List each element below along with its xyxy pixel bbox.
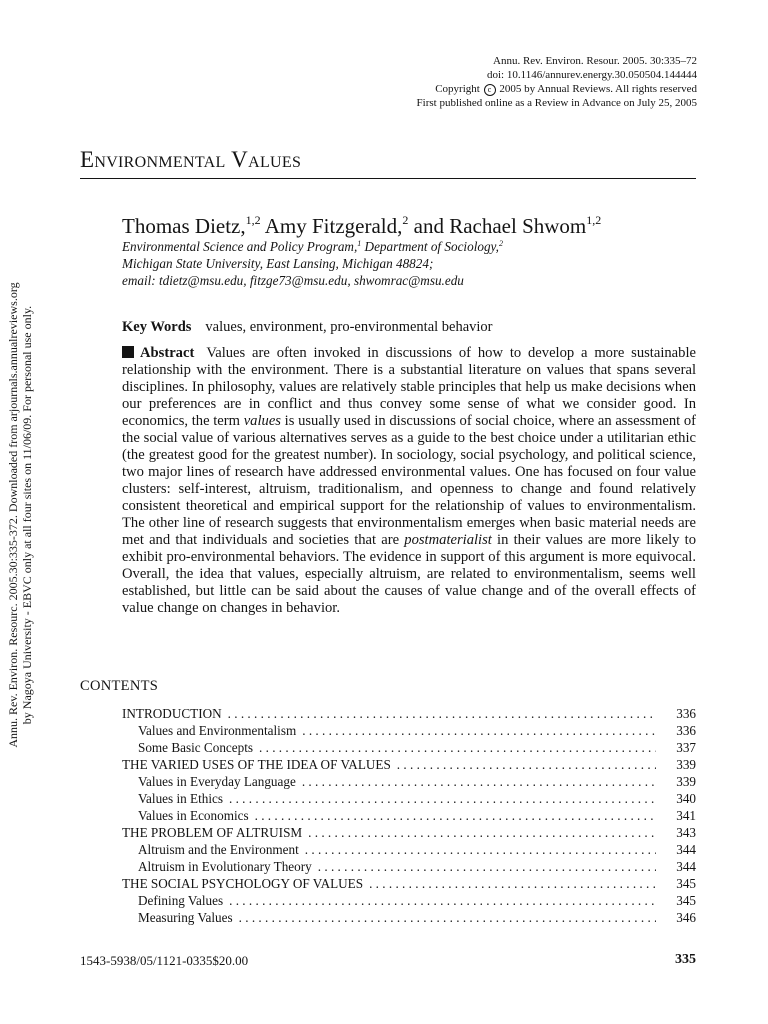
toc-entry[interactable] (122, 723, 696, 740)
toc-entry-title: THE VARIED USES OF THE IDEA OF VALUES (122, 757, 391, 772)
toc-entry-page: 345 (676, 893, 696, 908)
toc-leader-dots (255, 808, 656, 824)
toc-entry-title: Values in Economics (138, 808, 249, 823)
toc-entry-title: Altruism and the Environment (138, 842, 299, 857)
author-affiliation-ref: 1,2 (586, 213, 602, 227)
toc-entry-page: 339 (676, 774, 696, 789)
toc-leader-dots (397, 757, 656, 773)
keywords-label: Key Words (122, 319, 192, 335)
abstract-text: Values are often invoked in discussions of how to develop a more sustainable relationship with the environment. There is a substantial literature on values that spans several disciplines. In philosophy, values are relatively stable principles that help us make decisions when our preferences are in conflict and thus convey some sense of what we consider good. In economics, the term (122, 345, 696, 429)
toc-leader-dots (305, 842, 656, 858)
toc-entry-title: Altruism in Evolutionary Theory (138, 859, 312, 874)
toc-entry[interactable] (122, 757, 696, 774)
toc-leader-dots (308, 825, 656, 841)
toc-leader-dots (369, 876, 656, 892)
toc-leader-dots (229, 893, 656, 909)
download-notice-line-1: Annu. Rev. Environ. Resourc. 2005.30:335-372. Downloaded from arjournals.annualreviews.org (6, 282, 20, 748)
toc-entry-title: Values and Environmentalism (138, 723, 297, 738)
download-watermark (0, 265, 40, 765)
abstract-emphasis: postmaterialist (404, 532, 492, 548)
toc-entry-title: Measuring Values (138, 910, 233, 925)
page-number: 335 (675, 952, 696, 967)
download-notice-line-2: by Nagoya University - EBVC only at all four sites on 11/06/09. For personal use only. (20, 305, 34, 725)
toc-entry-page: 346 (676, 910, 696, 925)
affiliation-line-2: Michigan State University, East Lansing, Michigan 48824; (122, 256, 434, 271)
affiliation-program: Environmental Science and Policy Program, (122, 239, 358, 254)
toc-entry-title: INTRODUCTION (122, 706, 222, 721)
toc-entry[interactable] (122, 774, 696, 791)
first-published: First published online as a Review in Advance on July 25, 2005 (416, 97, 697, 109)
abstract-label: Abstract (140, 345, 195, 361)
toc-leader-dots (302, 774, 656, 790)
keywords-text: values, environment, pro-environmental behavior (205, 319, 493, 335)
toc-entry-title: Defining Values (138, 893, 224, 908)
toc-leader-dots (302, 723, 656, 739)
toc-entry-page: 344 (676, 842, 696, 857)
author-name: Amy Fitzgerald, (260, 214, 403, 238)
affiliation-department: Department of Sociology, (361, 239, 499, 254)
author-affiliation-ref: 1,2 (245, 213, 261, 227)
toc-entry-page: 341 (676, 808, 696, 823)
toc-entry[interactable] (122, 876, 696, 893)
price-code: 1543-5938/05/1121-0335$20.00 (80, 953, 249, 968)
citation: Annu. Rev. Environ. Resour. 2005. 30:335–72 (493, 55, 697, 67)
abstract-text: in their values are more likely to exhibit pro-environmental behaviors. The evidence in support of this argument is more equivocal. Overall, the idea that values, especially altruism, are related to environmentalism, seems well established, but little can be said about the causes of value change and of the overall effects of value change on changes in behavior. (122, 532, 696, 616)
toc-entry-page: 337 (676, 740, 696, 755)
toc-entry-page: 344 (676, 859, 696, 874)
toc-leader-dots (259, 740, 656, 756)
doi: doi: 10.1146/annurev.energy.30.050504.144444 (487, 69, 697, 81)
toc-entry-title: THE SOCIAL PSYCHOLOGY OF VALUES (122, 876, 364, 891)
publication-info (417, 54, 697, 110)
author-emails: email: tdietz@msu.edu, fitzge73@msu.edu, shwomrac@msu.edu (122, 273, 464, 288)
toc-entry-page: 343 (676, 825, 696, 840)
author-affiliation-ref: 2 (402, 213, 409, 227)
toc-entry[interactable] (122, 859, 696, 876)
toc-leader-dots (229, 791, 656, 807)
abstract-emphasis: values (243, 413, 281, 429)
toc-entry-page: 336 (676, 706, 696, 721)
square-bullet-icon (122, 346, 134, 358)
toc-leader-dots (239, 910, 656, 926)
toc-entry-page: 340 (676, 791, 696, 806)
affiliation-ref: 2 (498, 239, 503, 248)
copyright-line (417, 82, 697, 96)
toc-entry-title: THE PROBLEM OF ALTRUISM (122, 825, 303, 840)
toc-entry-page: 339 (676, 757, 696, 772)
toc-entry-title: Some Basic Concepts (138, 740, 254, 755)
table-of-contents (122, 706, 696, 927)
copyright-icon: c (484, 84, 496, 96)
toc-entry[interactable] (122, 893, 696, 910)
toc-entry[interactable] (122, 910, 696, 927)
affiliations (122, 235, 503, 289)
toc-entry-page: 336 (676, 723, 696, 738)
toc-leader-dots (228, 706, 656, 722)
toc-entry-title: Values in Ethics (138, 791, 223, 806)
toc-entry-page: 345 (676, 876, 696, 891)
toc-entry[interactable] (122, 825, 696, 842)
article-title: Environmental Values (80, 147, 696, 179)
contents-heading: CONTENTS (80, 678, 159, 694)
copyright-label: Copyright (435, 83, 480, 95)
download-notice (6, 265, 34, 765)
toc-entry[interactable] (122, 791, 696, 808)
affiliation-line-1 (122, 235, 503, 255)
keywords (122, 319, 493, 336)
toc-entry[interactable] (122, 842, 696, 859)
copyright-text: 2005 by Annual Reviews. All rights reserved (499, 83, 697, 95)
author-name: and Rachael Shwom (408, 214, 587, 238)
toc-entry[interactable] (122, 740, 696, 757)
toc-entry[interactable] (122, 808, 696, 825)
toc-entry-title: Values in Everyday Language (138, 774, 296, 789)
toc-leader-dots (318, 859, 656, 875)
abstract-text: is usually used in discussions of social choice, where an assessment of the social value of various alternatives serves as a guide to the best choice under a utilitarian ethic (the greatest good for the greatest number). In sociology, social psychology, and political science, two major lines of research have addressed environmental values. One has focused on four value clusters: self-interest, altruism, traditionalism, and openness to change and found relatively consistent theoretical and empirical support for the relationship of values to environmentalism. The other line of research suggests that environmentalism emerges when basic material needs are met and that individuals and societies that are (122, 413, 697, 548)
abstract (122, 345, 696, 617)
affiliation-ref: 1 (357, 239, 362, 248)
author-name: Thomas Dietz, (122, 214, 246, 238)
toc-entry[interactable] (122, 706, 696, 723)
